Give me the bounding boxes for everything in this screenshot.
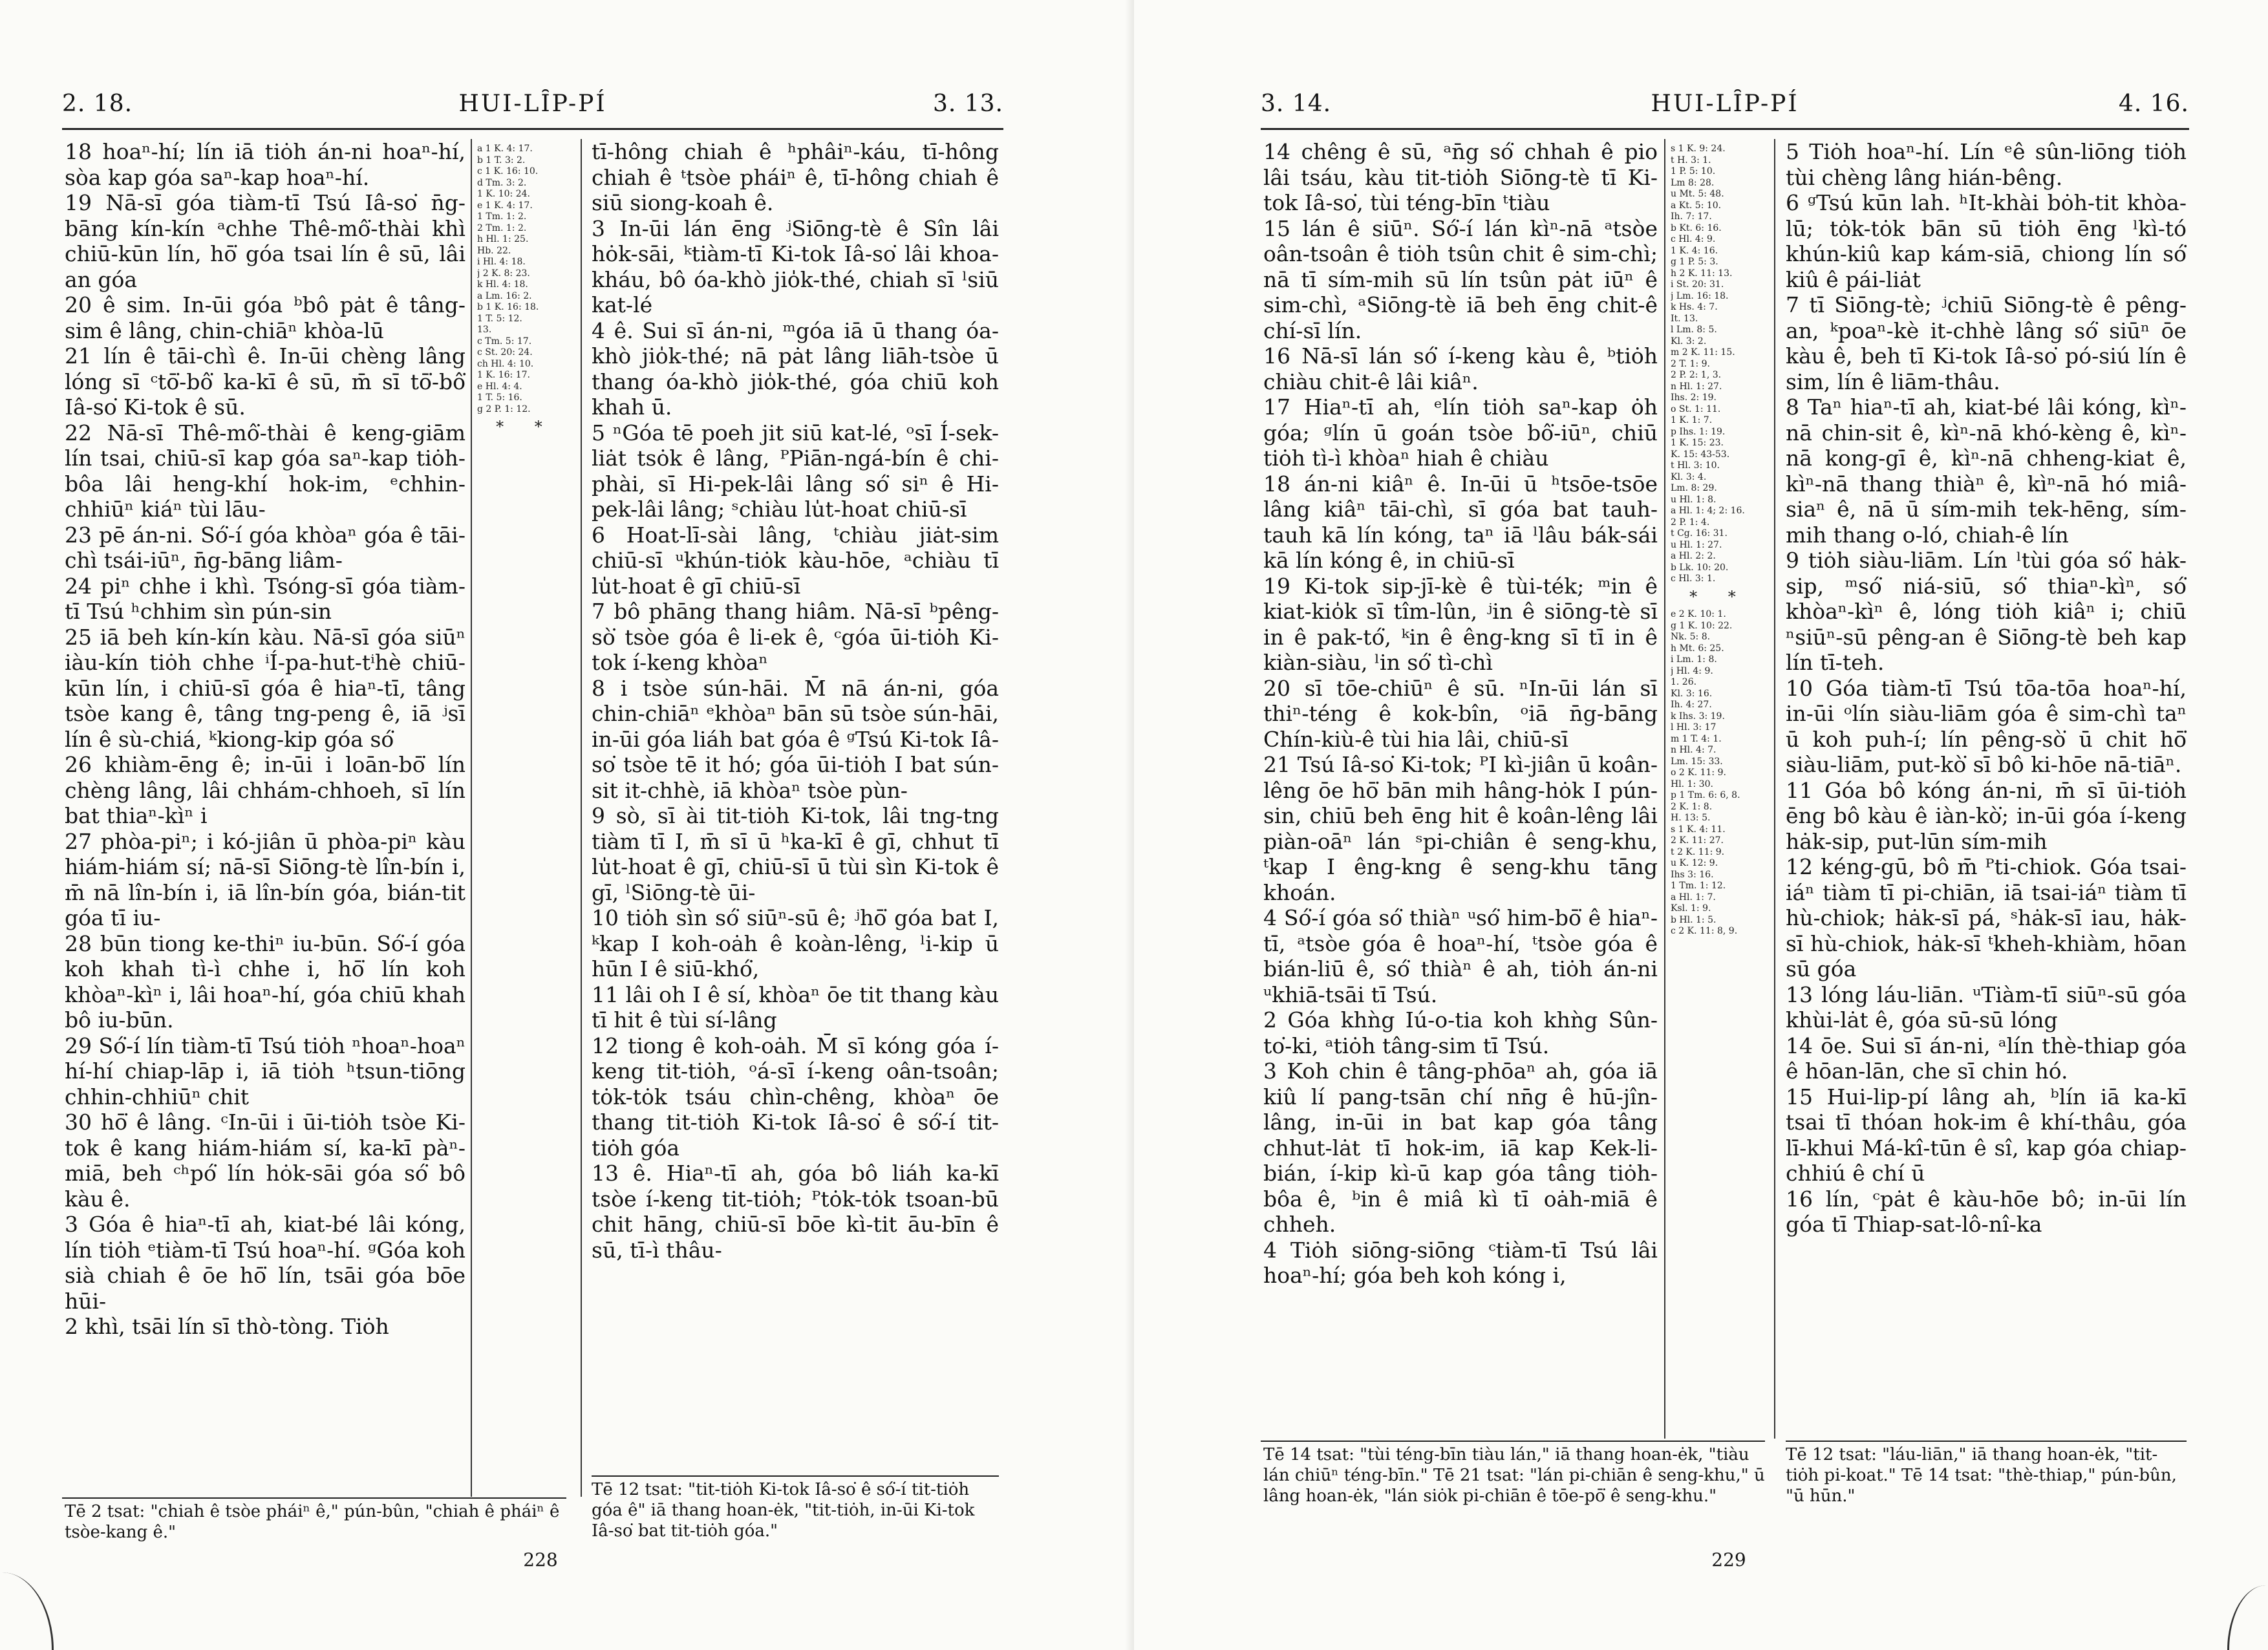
right-footnote-2 <box>1786 1444 2187 1535</box>
left-page-curl <box>0 1572 54 1650</box>
cross-reference: b Hl. 1: 5. <box>1671 914 1717 925</box>
cross-reference: Ksl. 1: 9. <box>1671 903 1711 914</box>
verse-paragraph: tī-hông chiah ê ʰphâiⁿ-káu, tī-hông chiah ê ᵗtsòe pháiⁿ ê, tī-hông chiah ê siū siong-koah ê. <box>592 139 999 215</box>
cross-reference: a 1 K. 4: 17. <box>477 144 533 154</box>
cross-reference: g 1 P. 5: 3. <box>1671 257 1718 267</box>
cross-reference: s 1 K. 4: 11. <box>1671 824 1726 835</box>
verse-paragraph: 4 Só͘-í góa só͘ thiàⁿ ᵘsó͘ him-bō͘ ê hiaⁿ-tī, ᵃtsòe góa ê hoaⁿ-hí, ᵗtsòe góa ê bián-liū ê, só͘ thiàⁿ ê ah, tiȯh án-ni ᵘkhiā-tsāi tī Tsú. <box>1263 905 1658 1007</box>
right-cross-references <box>1671 144 1768 1437</box>
cross-reference: e 1 K. 4: 17. <box>477 200 533 211</box>
cross-reference: ch Hl. 4: 10. <box>477 358 534 369</box>
verse-paragraph: 17 Hiaⁿ-tī ah, ᵉlín tiȯh saⁿ-kap ȯh góa; ᵍlín ū goán tsòe bô͘-iūⁿ, chiū tiȯh tì-ì khòaⁿ hiah ê chiàu <box>1263 394 1658 471</box>
verse-paragraph: 25 iā beh kín-kín kàu. Nā-sī góa siūⁿ iàu-kín tiȯh chhe ⁱÍ-pa-hut-tⁱhè chiū-kūn lín, i chiū-sī góa ê hiaⁿ-tī, tâng tsòe kang ê, tâng tng-peng ê, iā ʲsī lín ê sù-chiá, ᵏkiong-kip góa só͘ <box>65 624 465 752</box>
cross-reference: i St. 20: 31. <box>1671 279 1724 290</box>
verse-paragraph: 10 Góa tiàm-tī Tsú tōa-tōa hoaⁿ-hí, in-ūi ᵒlín siàu-liām góa ê sim-chì taⁿ ū koh puh-í; lín pêng-sò͘ ū chit hō͘ siàu-liām, put-kò͘ sī bô ki-hōe nā-tiāⁿ. <box>1786 675 2187 777</box>
cross-reference: 1 T. 5: 12. <box>477 313 522 324</box>
left-header-verse-end: 3. 13. <box>932 91 1003 117</box>
cross-reference: c Hl. 4: 9. <box>1671 234 1716 244</box>
cross-reference: 13. <box>477 325 492 335</box>
right-column-divider-a <box>1664 139 1665 1439</box>
cross-reference: 2 K. 1: 8. <box>1671 801 1713 812</box>
verse-paragraph: 9 sò, sī ài tit-tiȯh Ki-tok, lâi tng-tng tiàm tī I, m̄ sī ū ʰka-kī ê gī, chhut tī lu̍t-hoat ê gī, chiū-sī ū tùi sìn Ki-tok ê gī, ˡSiōng-tè ūi- <box>592 803 999 905</box>
verse-paragraph: 11 Góa bô kóng án-ni, m̄ sī ūi-tiȯh ēng bô kàu ê iàn-kò͘; in-ūi góa í-keng hȧk-sip, put-lūn sím-mih <box>1786 777 2187 854</box>
right-footnote-1-text: Tē 14 tsat: "tùi téng-bīn tiàu lán," iā thang hoan-ėk, "tiàu lán chiūⁿ téng-bīn." Tē 21 tsat: "lán pi-chiān ê seng-khu," ū lâng hoan-ėk, "lán siȯk pi-chiān ê tōe-pō͘ ê seng-khu." <box>1263 1445 1765 1506</box>
cross-reference: 1 K. 10: 24. <box>477 189 530 199</box>
left-text-column-2 <box>592 139 999 1471</box>
cross-reference: 1 Tm. 1: 12. <box>1671 881 1726 891</box>
cross-reference: 2 K. 11: 27. <box>1671 835 1724 846</box>
verse-paragraph: 18 án-ni kiâⁿ ê. In-ūi ū ʰtsōe-tsōe lâng kiâⁿ tāi-chì, sī góa bat tauh-tauh kā lín kóng, taⁿ iā ˡlâu bák-sái kā lín kóng ê, in chiū-sī <box>1263 471 1658 573</box>
right-page-curl <box>2227 1585 2268 1650</box>
left-header-title: HUI-LȊP-PÍ <box>458 91 607 117</box>
cross-reference: b Kt. 6: 16. <box>1671 222 1722 233</box>
verse-paragraph: 16 lín, ᶜpȧt ê kàu-hōe bô; in-ūi lín góa tī Thiap-sat-lô-nî-ka <box>1786 1186 2187 1237</box>
cross-reference: h Mt. 6: 25. <box>1671 643 1724 654</box>
verse-paragraph: 12 kéng-gū, bô m̄ ᴾti-chiok. Góa tsai-iáⁿ tiàm tī pi-chiān, iā tsai-iáⁿ tiàm tī hù-chiok; hȧk-sī pá, ˢhȧk-sī iau, hȧk-sī hù-chiok, hȧk-sī ᵗkheh-khiàm, hōan sū góa <box>1786 854 2187 981</box>
cross-reference: a Kt. 5: 10. <box>1671 200 1722 211</box>
right-header-verse-end: 4. 16. <box>2118 91 2189 117</box>
right-header-rule <box>1261 128 2189 130</box>
cross-reference: Lm. 15: 33. <box>1671 756 1723 767</box>
verse-paragraph: 15 Hui-lip-pí lâng ah, ᵇlín iā ka-kī tsai tī thóan hok-im ê khí-thâu, góa lī-khui Má-kî-tūn ê sî, kap góa chiap-chhiú ê chí ū <box>1786 1084 2187 1186</box>
left-footnote-rule-2 <box>592 1475 999 1477</box>
cross-reference: n Hl. 4: 7. <box>1671 745 1717 755</box>
right-text-column-2 <box>1786 139 2187 1432</box>
right-footnote-1 <box>1263 1444 1768 1535</box>
cross-reference: 1 K. 15: 23. <box>1671 438 1724 448</box>
verse-paragraph: 3 Góa ê hiaⁿ-tī ah, kiat-bé lâi kóng, lín tiȯh ᵉtiàm-tī Tsú hoaⁿ-hí. ᵍGóa koh sià chiah ê ōe hō͘ lín, tsāi góa bōe hūi- <box>65 1212 465 1314</box>
right-column-divider-b <box>1774 139 1775 1439</box>
verse-paragraph: 18 hoaⁿ-hí; lín iā tiȯh án-ni hoaⁿ-hí, sòa kap góa saⁿ-kap hoaⁿ-hí. <box>65 139 465 190</box>
left-cross-references <box>477 144 574 1488</box>
reference-separator: * * <box>496 418 555 436</box>
cross-reference: 1 T. 5: 16. <box>477 392 522 403</box>
cross-reference: l Lm. 8: 5. <box>1671 325 1717 335</box>
cross-reference: i Hl. 4: 18. <box>477 257 526 267</box>
right-header-verse-start: 3. 14. <box>1261 91 1332 117</box>
left-footnote-2 <box>592 1479 999 1544</box>
cross-reference: b 1 T. 3: 2. <box>477 155 526 166</box>
cross-reference: p Ihs. 1: 19. <box>1671 426 1726 437</box>
cross-reference: 1 K. 4: 16. <box>1671 245 1718 256</box>
left-column-divider-a <box>471 139 472 1497</box>
verse-paragraph: 13 ê. Hiaⁿ-tī ah, góa bô liáh ka-kī tsòe í-keng tit-tiȯh; ᴾtȯk-tȯk tsoan-bū chit hāng, chiū-sī bōe kì-tit āu-bīn ê sū, tī-ì thâu- <box>592 1161 999 1263</box>
cross-reference: a Lm. 16: 2. <box>477 290 532 301</box>
cross-reference: a Hl. 2: 2. <box>1671 551 1716 561</box>
verse-paragraph: 6 Hoat-lī-sài lâng, ᵗchiàu jiȧt-sim chiū-sī ᵘkhún-tiȯk kàu-hōe, ᵃchiàu tī lu̍t-hoat ê gī chiū-sī <box>592 522 999 599</box>
verse-paragraph: 23 pē án-ni. Só͘-í góa khòaⁿ góa ê tāi-chì tsái-iūⁿ, n̄g-bāng liâm- <box>65 522 465 573</box>
cross-reference: o St. 1: 11. <box>1671 403 1721 414</box>
cross-reference: u K. 12: 9. <box>1671 858 1718 868</box>
reference-separator-right: * * <box>1689 587 1749 606</box>
cross-reference: c Tm. 5: 17. <box>477 336 532 347</box>
cross-reference: g 2 P. 1: 12. <box>477 403 531 414</box>
verse-paragraph: 7 bô phāng thang hiâm. Nā-sī ᵇpêng-sò͘ tsòe góa ê li-ek ê, ᶜgóa ūi-tiȯh Ki-tok í-keng khòaⁿ <box>592 599 999 675</box>
verse-paragraph: 2 Góa khǹg Iú-o-tia koh khǹg Sûn-to͘-ki, ᵃtiȯh tâng-sim tī Tsú. <box>1263 1007 1658 1058</box>
left-column-divider-b <box>581 139 582 1497</box>
cross-reference: b 1 K. 16: 18. <box>477 302 539 312</box>
cross-reference: u Mt. 5: 48. <box>1671 189 1724 199</box>
verse-paragraph: 8 Taⁿ hiaⁿ-tī ah, kiat-bé lâi kóng, kìⁿ-nā chin-sit ê, kìⁿ-nā khó-kèng ê, kìⁿ-nā kong-gī ê, kìⁿ-nā chheng-kiat ê, kìⁿ-nā thang thiàⁿ ê, kìⁿ-nā hó miâ-siaⁿ ê, nā ū sím-mih tek-hēng, sím-mih thang o-ló, chiah-ê lín <box>1786 394 2187 548</box>
verse-paragraph: 19 Ki-tok sip-jī-kè ê tùi-ték; ᵐin ê kiat-kio̍k sī tîm-lûn, ʲin ê siōng-tè sī in ê pak-tó͘, ᵏin ê êng-kng sī tī in ê kiàn-siàu, ˡin só͘ tì-chì <box>1263 573 1658 675</box>
cross-reference: h Hl. 1: 25. <box>477 234 529 244</box>
cross-reference: Kl. 3: 16. <box>1671 688 1713 699</box>
cross-reference: e Hl. 4: 4. <box>477 381 522 392</box>
cross-reference: Ihs. 2: 19. <box>1671 392 1717 403</box>
cross-reference: t Cg. 16: 31. <box>1671 528 1728 539</box>
cross-reference: Kl. 3: 4. <box>1671 471 1707 482</box>
left-header-verse-start: 2. 18. <box>62 91 133 117</box>
cross-reference: c 2 K. 11: 8, 9. <box>1671 926 1738 936</box>
verse-paragraph: 27 phòa-piⁿ; i kó-jiân ū phòa-piⁿ kàu hiám-hiám sí; nā-sī Siōng-tè lîn-bín i, m̄ nā lîn-bín i, iā lîn-bín góa, bián-tit góa tī iu- <box>65 828 465 930</box>
left-footnote-1 <box>65 1501 569 1547</box>
left-text-column-1 <box>65 139 465 1490</box>
verse-paragraph: 5 Tiȯh hoaⁿ-hí. Lín ᵉê sûn-liōng tiȯh tùi chèng lâng hián-bêng. <box>1786 139 2187 190</box>
verse-paragraph: 26 khiàm-ēng ê; in-ūi i loān-bō͘ lín chèng lâng, lâi chhám-chhoeh, sī lín bat thiaⁿ-kìⁿ i <box>65 752 465 828</box>
cross-reference: Lm. 8: 29. <box>1671 483 1717 493</box>
right-text-column-1 <box>1263 139 1658 1432</box>
cross-reference: u Hl. 1: 27. <box>1671 539 1722 550</box>
verse-paragraph: 14 ōe. Sui sī án-ni, ᵃlín thè-thiap góa ê hōan-lān, che sī chin hó. <box>1786 1033 2187 1084</box>
cross-reference: 1 Tm. 1: 2. <box>477 211 527 222</box>
left-running-header <box>62 91 1003 123</box>
verse-paragraph: 28 būn tiong ke-thiⁿ iu-būn. Só͘-í góa koh khah tì-ì chhe i, hō͘ lín koh khòaⁿ-kìⁿ i, lâi hoaⁿ-hí, góa chiū khah bô iu-būn. <box>65 930 465 1033</box>
cross-reference: k Ihs. 3: 19. <box>1671 711 1725 722</box>
verse-paragraph: 3 In-ūi lán ēng ʲSiōng-tè ê Sîn lâi hȯk-sāi, ᵏtiàm-tī Ki-tok Iâ-so͘ lâi khoa-kháu, bô óa-khò jio̍k-thé, chiah sī ˡsiū kat-lé <box>592 215 999 317</box>
cross-reference: Hb. 22. <box>477 245 511 256</box>
verse-paragraph: 13 lóng láu-liān. ᵘTiàm-tī siūⁿ-sū góa khùi-lȧt ê, góa sū-sū lóng <box>1786 981 2187 1033</box>
verse-paragraph: 10 tiȯh sìn só͘ siūⁿ-sū ê; ʲhō͘ góa bat I, ᵏkap I koh-oȧh ê koàn-lêng, ˡi-kip ū hūn I ê siū-khó͘, <box>592 905 999 981</box>
cross-reference: Nk. 5: 8. <box>1671 632 1711 642</box>
cross-reference: a Hl. 1: 7. <box>1671 892 1716 903</box>
cross-reference: u Hl. 1: 8. <box>1671 494 1717 505</box>
cross-reference: K. 15: 43-53. <box>1671 449 1730 460</box>
verse-paragraph: 6 ᵍTsú kūn lah. ʰIt-khài bȯh-tit khòa-lū; tȯk-tȯk bān sū tiȯh ēng ˡkì-tó khún-kiû kap kám-siā, chiong lín só͘ kiû ê pái-liȧt <box>1786 190 2187 292</box>
verse-paragraph: 20 sī tōe-chiūⁿ ê sū. ⁿIn-ūi lán sī thiⁿ-téng ê kok-bîn, ᵒiā n̄g-bāng Chín-kiù-ê tùi hia lâi, chiū-sī <box>1263 675 1658 752</box>
verse-paragraph: 8 i tsòe sún-hāi. M̄ nā án-ni, góa chin-chiāⁿ ᵉkhòaⁿ bān sū tsòe sún-hāi, in-ūi góa liáh bat góa ê ᵍTsú Ki-tok Iâ-so͘ tsòe tē it hó; góa ūi-tiȯh I bat sún-sit it-chhè, iā khòaⁿ tsòe pùn- <box>592 675 999 803</box>
cross-reference: l Hl. 3: 17 <box>1671 722 1717 733</box>
cross-reference: Kl. 3: 2. <box>1671 336 1707 347</box>
verse-paragraph: 21 Tsú Iâ-so͘ Ki-tok; ᴾI kì-jiân ū koân-lêng ōe hō͘ bān mih hâng-hȯk I pún-sin, chiū beh ēng hit ê koân-lêng lâi piàn-oāⁿ lán ˢpi-chiân ê seng-khu, ᵗkap I êng-kng ê seng-khu tāng khoán. <box>1263 752 1658 905</box>
cross-reference: o 2 K. 11: 9. <box>1671 767 1726 778</box>
verse-paragraph: 9 tiȯh siàu-liām. Lín ˡtùi góa só͘ hȧk-sip, ᵐsó͘ niá-siū, só͘ thiaⁿ-kìⁿ, só͘ khòaⁿ-kìⁿ ê, lóng tiȯh kiâⁿ i; chiū ⁿsiūⁿ-sū pêng-an ê Siōng-tè beh kap lín tī-teh. <box>1786 548 2187 675</box>
cross-reference: s 1 K. 9: 24. <box>1671 144 1726 154</box>
verse-paragraph: 2 khì, tsāi lín sī thò-tòng. Tiȯh <box>65 1314 389 1339</box>
verse-paragraph: 12 tiong ê koh-oȧh. M̄ sī kóng góa í-keng tit-tiȯh, ᵒá-sī í-keng oân-tsoân; tȯk-tȯk tsáu chìn-chêng, khòaⁿ ōe thang tit-tiȯh Ki-tok Iâ-so͘ ê só͘-í tit-tiȯh góa <box>592 1033 999 1161</box>
verse-paragraph: 4 Tiȯh siōng-siōng ᶜtiàm-tī Tsú lâi hoaⁿ-hí; góa beh koh kóng i, <box>1263 1237 1658 1288</box>
cross-reference: 1 K. 16: 17. <box>477 370 530 380</box>
verse-paragraph: 21 lín ê tāi-chì ê. In-ūi chèng lâng lóng sī ᶜtō͘-bô͘ ka-kī ê sū, m̄ sī tō͘-bô͘ Iâ-so͘ Ki-tok ê sū. <box>65 343 465 420</box>
right-page-number: 229 <box>1711 1549 1746 1570</box>
right-page <box>1134 0 2268 1650</box>
verse-paragraph: 16 Nā-sī lán só͘ í-keng kàu ê, ᵇtiȯh chiàu chit-ê lâi kiâⁿ. <box>1263 343 1658 394</box>
cross-reference: 1 P. 5: 10. <box>1671 166 1716 177</box>
right-footnote-2-text: Tē 12 tsat: "láu-liān," iā thang hoan-ėk, "tit-tiȯh pi-koat." Tē 14 tsat: "thè-thiap," pún-bûn, "ū hūn." <box>1786 1445 2177 1506</box>
verse-paragraph: 7 tī Siōng-tè; ʲchiū Siōng-tè ê pêng-an, ᵏpoaⁿ-kè it-chhè lâng só͘ siūⁿ ōe kàu ê, beh tī Ki-tok Iâ-so͘ pó-siú lín ê sim, lín ê liām-thâu. <box>1786 292 2187 394</box>
cross-reference: t Hl. 3: 10. <box>1671 460 1720 471</box>
verse-paragraph: 22 Nā-sī Thê-mô͘-thài ê keng-giām lín tsai, chiū-sī kap góa saⁿ-kap tiȯh-bôa lâi heng-khí hok-im, ᵉchhin-chhiūⁿ kiáⁿ tùi lāu- <box>65 420 465 522</box>
verse-paragraph: 15 lán ê siūⁿ. Só͘-í lán kìⁿ-nā ᵃtsòe oân-tsoân ê tiȯh tsûn chit ê sim-chì; nā tī sím-mih sū lín tsûn pȧt iūⁿ ê sim-chì, ᵃSiōng-tè iā beh ēng chit-ê chí-sī lín. <box>1263 215 1658 343</box>
cross-reference: p 1 Tm. 6: 6, 8. <box>1671 790 1740 800</box>
verse-paragraph: 29 Só͘-í lín tiàm-tī Tsú tiȯh ⁿhoaⁿ-hoaⁿ hí-hí chiap-lāp i, iā tiȯh ʰtsun-tiōng chhin-chhiūⁿ chit <box>65 1033 465 1109</box>
verse-paragraph: 24 piⁿ chhe i khì. Tsóng-sī góa tiàm-tī Tsú ʰchhim sìn pún-sin <box>65 573 465 624</box>
cross-reference: 2 T. 1: 9. <box>1671 358 1710 369</box>
cross-reference: t 2 K. 11: 9. <box>1671 846 1725 857</box>
verse-paragraph: 4 ê. Sui sī án-ni, ᵐgóa iā ū thang óa-khò jio̍k-thé; nā pȧt lâng liāh-tsòe ū thang óa-khò jio̍k-thé, góa chiū koh khah ū. <box>592 317 999 420</box>
cross-reference: H. 13: 5. <box>1671 813 1711 823</box>
cross-reference: t H. 3: 1. <box>1671 155 1711 166</box>
cross-reference: Ih. 4: 27. <box>1671 700 1712 710</box>
cross-reference: It. 13. <box>1671 313 1698 324</box>
left-footnote-2-text: Tē 12 tsat: "tit-tiȯh Ki-tok Iâ-so͘ ê só͘-í tit-tiȯh góa ê" iā thang hoan-ėk, "tit-tiȯh, in-ūi Ki-tok Iâ-so͘ bat tit-tiȯh góa." <box>592 1480 975 1541</box>
left-footnote-1-text: Tē 2 tsat: "chiah ê tsòe pháiⁿ ê," pún-bûn, "chiah ê pháiⁿ ê tsòe-kang ê." <box>65 1502 560 1542</box>
left-header-rule <box>62 128 1003 130</box>
cross-reference: Ih. 7: 17. <box>1671 211 1712 222</box>
cross-reference: 2 P. 1: 4. <box>1671 517 1710 528</box>
cross-reference: a Hl. 1: 4; 2: 16. <box>1671 506 1745 516</box>
cross-reference: m 1 T. 4: 1. <box>1671 733 1722 744</box>
cross-reference: 1. 26. <box>1671 677 1697 687</box>
cross-reference: b Lk. 10: 20. <box>1671 562 1729 573</box>
right-footnote-rule-2 <box>1786 1441 2187 1442</box>
cross-reference: Ihs 3: 16. <box>1671 869 1714 880</box>
cross-reference: i Lm. 1: 8. <box>1671 654 1717 665</box>
cross-reference: j Lm. 16: 18. <box>1671 290 1729 301</box>
cross-reference: k Hl. 4: 18. <box>477 279 528 290</box>
cross-reference: k Hs. 4: 7. <box>1671 302 1718 312</box>
cross-reference: Hl. 1: 30. <box>1671 778 1713 789</box>
verse-paragraph: 19 Nā-sī góa tiàm-tī Tsú Iâ-so͘ n̄g-bāng kín-kín ᵃchhe Thê-mô͘-thài khì chiū-kūn lín, hō͘ góa tsai lín ê sū, lâi an góa <box>65 190 465 292</box>
verse-paragraph: 5 ⁿGóa tē poeh jit siū kat-lé, ᵒsī Í-sek-liȧt tsȯk ê lâng, ᴾPiān-ngá-bín ê chi-phài, sī Hi-pek-lâi lâng só͘ siⁿ ê Hi-pek-lâi lâng; ˢchiàu lu̍t-hoat chiū-sī <box>592 420 999 522</box>
cross-reference: d Tm. 3: 2. <box>477 177 527 188</box>
cross-reference: 2 P. 2: 1, 3. <box>1671 370 1722 380</box>
cross-reference: j Hl. 4: 9. <box>1671 665 1713 676</box>
right-header-title: HUI-LȊP-PÍ <box>1651 91 1799 117</box>
left-page-number: 228 <box>523 1549 558 1570</box>
verse-paragraph: 3 Koh chin ê tâng-phōaⁿ ah, góa iā kiû lí pang-tsān chí nn̄g ê hū-jîn-lâng, in-ūi in bat kap góa tâng chhut-lȧt tī hok-im, iā kap Kek-li-bián, í-kip kì-ū kap góa tâng tiȯh-bôa ê, ᵇin ê miâ kì tī oȧh-miā ê chheh. <box>1263 1058 1658 1237</box>
cross-reference: c Hl. 3: 1. <box>1671 573 1716 584</box>
verse-paragraph: 14 chêng ê sū, ᵃn̄g só͘ chhah ê pio lâi tsáu, kàu tit-tiȯh Siōng-tè tī Ki-tok Iâ-so͘, tùi téng-bīn ᵗtiàu <box>1263 139 1658 215</box>
left-footnote-rule-1 <box>62 1497 566 1499</box>
cross-reference: n Hl. 1: 27. <box>1671 381 1722 392</box>
right-running-header <box>1261 91 2189 123</box>
cross-reference: j 2 K. 8: 23. <box>477 268 530 279</box>
cross-reference: h 2 K. 11: 13. <box>1671 268 1733 279</box>
cross-reference: 2 Tm. 1: 2. <box>477 222 527 233</box>
cross-reference: m 2 K. 11: 15. <box>1671 347 1735 358</box>
verse-paragraph: 11 lâi oh I ê sí, khòaⁿ ōe tit thang kàu tī hit ê tùi sí-lâng <box>592 981 999 1033</box>
cross-reference: c 1 K. 16: 10. <box>477 166 539 177</box>
verse-paragraph: 30 hō͘ ê lâng. ᶜIn-ūi i ūi-tiȯh tsòe Ki-tok ê kang hiám-hiám sí, ka-kī pàⁿ-miā, beh ᶜʰpó͘ lín hȯk-sāi góa só͘ bô kàu ê. <box>65 1109 465 1212</box>
cross-reference: g 1 K. 10: 22. <box>1671 620 1733 631</box>
cross-reference: Lm 8: 28. <box>1671 177 1715 188</box>
cross-reference: 1 K. 1: 7. <box>1671 415 1713 425</box>
cross-reference: c St. 20: 24. <box>477 347 533 358</box>
cross-reference: e 2 K. 10: 1. <box>1671 609 1726 619</box>
right-footnote-rule-1 <box>1261 1441 1765 1442</box>
verse-paragraph: 20 ê sim. In-ūi góa ᵇbô pȧt ê tâng-sim ê lâng, chin-chiāⁿ khòa-lū <box>65 292 465 343</box>
